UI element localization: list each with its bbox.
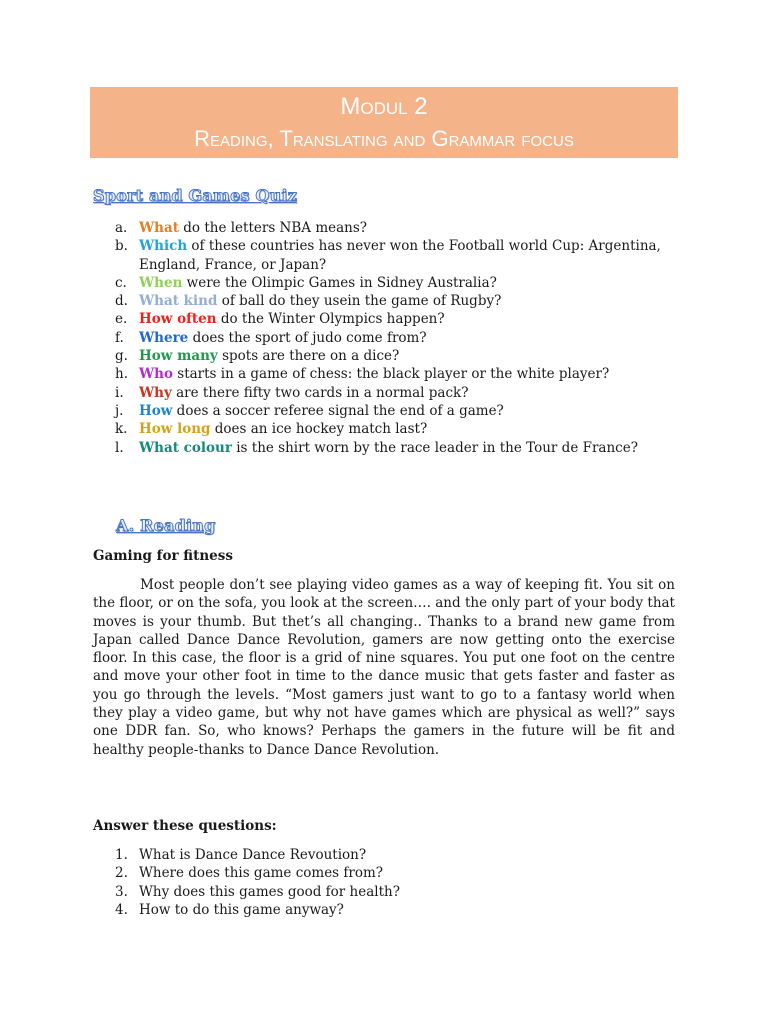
question-number: 3. [115,883,128,900]
question-text: of ball do they usein the game of Rugby? [217,293,502,310]
question-word: How [139,402,173,419]
question-text: is the shirt worn by the race leader in the Tour de France? [231,439,638,456]
question-text: does the sport of judo come from? [188,329,427,346]
module-subtitle: Reading, Translating and Grammar focus [194,126,574,151]
question-text: How to do this game anyway? [139,901,344,918]
quiz-item [115,420,675,438]
quiz-item [115,219,675,237]
quiz-item-text [139,310,675,328]
question-word: Why [139,384,172,401]
question-text: were the Olimpic Games in Sidney Australia? [182,274,497,291]
quiz-item-text [139,402,675,420]
question-text: are there fifty two cards in a normal pack? [171,384,469,401]
question-item [115,864,675,882]
reading-heading: A. Reading [116,516,216,535]
quiz-item-letter: f. [115,329,124,346]
quiz-item-letter: a. [115,220,128,236]
question-word: When [139,274,183,291]
question-word: Which [139,238,188,255]
quiz-item [115,402,675,420]
question-word: Who [139,366,173,383]
article-title: Gaming for fitness [93,548,233,564]
question-word: What kind [139,293,218,310]
quiz-item-text [139,274,675,292]
quiz-item-text [139,219,675,237]
quiz-item-letter: c. [115,274,127,291]
article-paragraph: Most people don’t see playing video games as a way of keeping fit. You sit on the floor, or on the sofa, you look at the screen…. and the only part of your body that moves is your thumb. But thet’s all changing.. Thanks to a brand new game from Japan called Dance Dance Revolution, gamers are now getting onto the exercise floor. In this case, the floor is a grid of nine squares. You put one foot on the centre and move your other foot in time to the dance music that gets faster and faster as you go through the levels. “Most gamers just want to go to a fantasy world when they play a video game, but why not have games which are physical as well?” says one DDR fan. So, who knows? Perhaps the gamers in the future will be fit and healthy people-thanks to Dance Dance Revolution. [93,577,675,758]
quiz-item-letter: d. [115,293,128,310]
question-text: Where does this game comes from? [139,865,384,882]
quiz-item [115,329,675,347]
quiz-item [115,274,675,292]
quiz-item-letter: l. [115,439,124,456]
quiz-item-text [139,347,675,365]
quiz-item [115,237,675,274]
quiz-item [115,439,675,457]
question-text: What is Dance Dance Revoution? [139,847,367,863]
quiz-item-letter: j. [115,402,124,419]
quiz-item-text [139,420,675,438]
question-text: does a soccer referee signal the end of a game? [172,402,504,419]
question-item [115,901,675,919]
quiz-item-letter: e. [115,311,128,328]
question-word: What colour [139,439,232,456]
question-text: spots are there on a dice? [217,348,400,365]
question-text: Why does this games good for health? [139,883,400,900]
quiz-item [115,384,675,402]
quiz-item-text [139,292,675,310]
questions-heading: Answer these questions: [93,818,277,834]
question-item [115,883,675,901]
quiz-item-letter: h. [115,366,128,383]
question-word: How many [139,348,218,365]
quiz-item-text [139,237,675,274]
quiz-item [115,310,675,328]
quiz-item [115,365,675,383]
question-item [115,846,675,864]
question-text: starts in a game of chess: the black player or the white player? [172,366,610,383]
quiz-item-text [139,384,675,402]
quiz-list [115,219,675,457]
question-word: Where [139,329,189,346]
quiz-heading: Sport and Games Quiz [93,186,298,205]
question-number: 1. [115,847,128,863]
quiz-item-letter: i. [115,384,124,401]
question-word: What [139,220,179,236]
quiz-item-letter: k. [115,421,128,438]
question-text: of these countries has never won the Football world Cup: Argentina, England, France, or Japan? [139,238,661,273]
module-title: Modul 2 [340,93,428,120]
question-number: 4. [115,901,128,918]
module-banner [90,87,678,158]
questions-list [115,846,675,919]
question-word: How long [139,421,211,438]
quiz-item-text [139,365,675,383]
question-text: do the letters NBA means? [178,220,368,236]
quiz-item-text [139,439,675,457]
question-text: does an ice hockey match last? [210,421,428,438]
question-word: How often [139,311,217,328]
quiz-item-text [139,329,675,347]
quiz-item-letter: g. [115,348,128,365]
quiz-item [115,292,675,310]
quiz-item [115,347,675,365]
quiz-item-letter: b. [115,238,128,255]
question-number: 2. [115,865,128,882]
question-text: do the Winter Olympics happen? [216,311,445,328]
